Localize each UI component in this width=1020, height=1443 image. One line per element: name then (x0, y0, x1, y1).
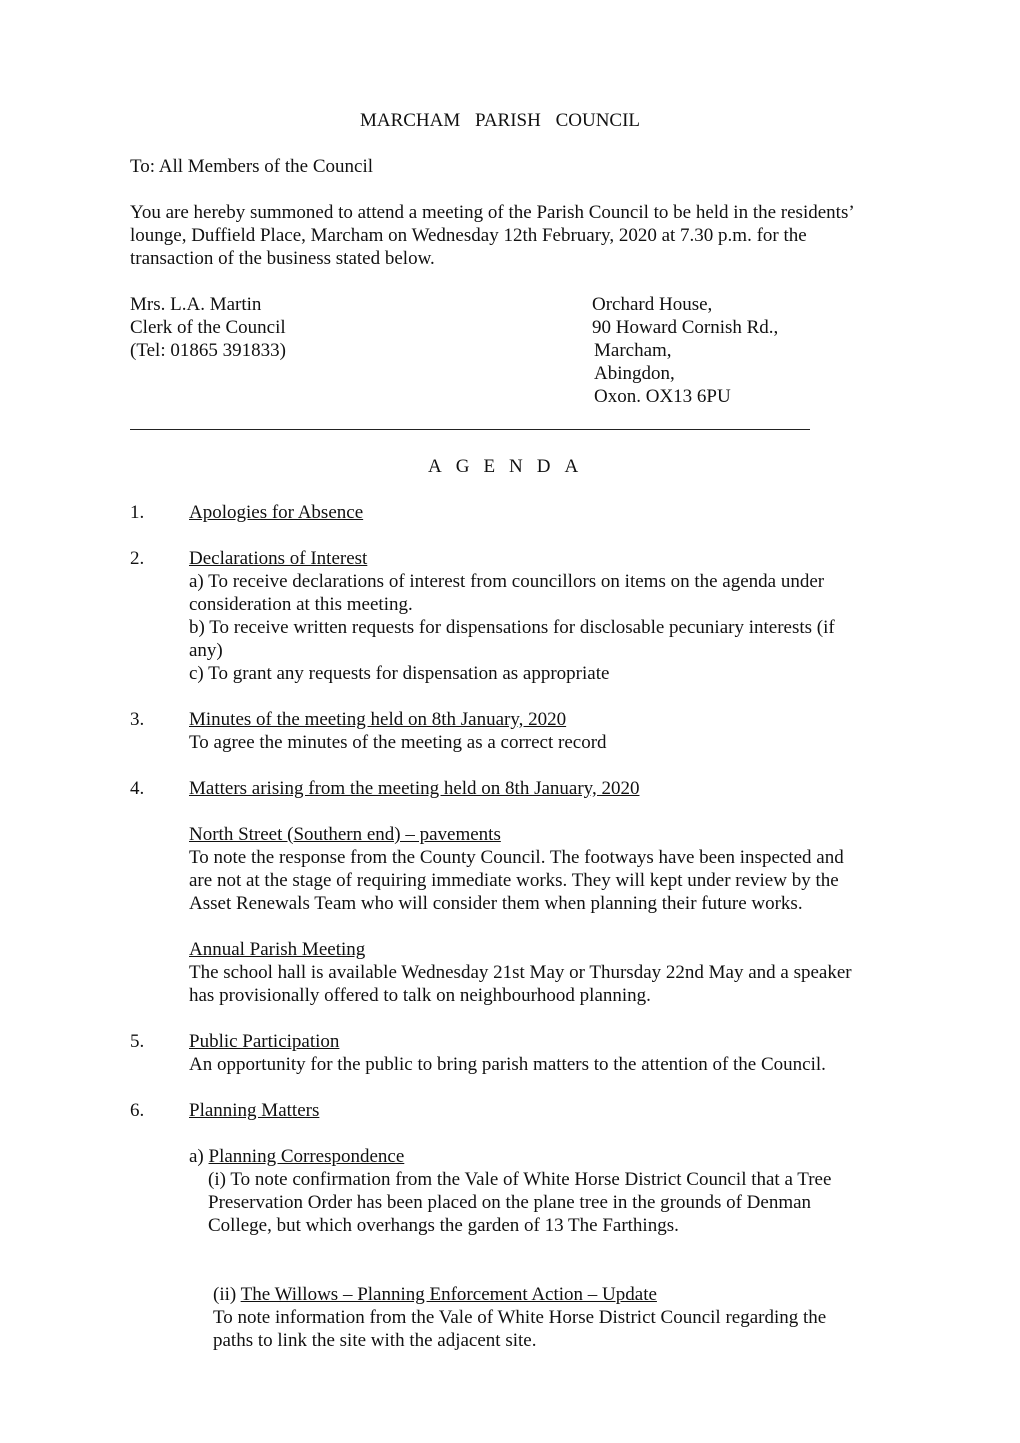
address-line-5: Oxon. OX13 6PU (594, 386, 731, 407)
header-divider (130, 429, 810, 430)
item-4-sub-2-heading: Annual Parish Meeting (189, 939, 366, 960)
item-1-heading: Apologies for Absence (189, 502, 364, 523)
clerk-role: Clerk of the Council (130, 317, 286, 338)
item-3-line-1: To agree the minutes of the meeting as a correct record (189, 732, 607, 753)
item-4-sub-1-line-3: Asset Renewals Team who will consider them when planning their future works. (189, 893, 803, 914)
item-6a-ii-prefix: (ii) (213, 1284, 241, 1305)
address-line-1: Orchard House, (592, 294, 713, 315)
item-6a-line-1: (i) To note confirmation from the Vale of White Horse District Council that a Tree (208, 1169, 832, 1190)
recipients-line: To: All Members of the Council (130, 156, 374, 177)
summons-line-2: lounge, Duffield Place, Marcham on Wednesday 12th February, 2020 at 7.30 p.m. for the (130, 225, 807, 246)
item-6a-ii-heading: The Willows – Planning Enforcement Action – Update (240, 1284, 657, 1305)
item-4-number: 4. (130, 778, 145, 799)
item-2-line-5: c) To grant any requests for dispensation as appropriate (189, 663, 610, 684)
item-5-heading: Public Participation (189, 1031, 340, 1052)
address-line-4: Abingdon, (594, 363, 675, 384)
item-4-sub-2-line-2: has provisionally offered to talk on neighbourhood planning. (189, 985, 651, 1006)
item-4-heading: Matters arising from the meeting held on 8th January, 2020 (189, 778, 640, 799)
item-2-heading: Declarations of Interest (189, 548, 368, 569)
item-1-number: 1. (130, 502, 145, 523)
item-6a-line-2: Preservation Order has been placed on the plane tree in the grounds of Denman (208, 1192, 812, 1213)
clerk-name: Mrs. L.A. Martin (130, 294, 262, 315)
item-6a-ii-line-2: paths to link the site with the adjacent site. (213, 1330, 537, 1351)
item-3-number: 3. (130, 709, 145, 730)
summons-line-3: transaction of the business stated below. (130, 248, 435, 269)
agenda-title: AGENDA (428, 456, 593, 477)
item-2-number: 2. (130, 548, 145, 569)
item-6-number: 6. (130, 1100, 145, 1121)
summons-line-1: You are hereby summoned to attend a meeting of the Parish Council to be held in the residents’ (130, 202, 855, 223)
item-4-sub-1-line-1: To note the response from the County Council. The footways have been inspected and (189, 847, 844, 868)
address-line-3: Marcham, (594, 340, 672, 361)
item-6a-prefix: a) (189, 1146, 209, 1167)
address-line-2: 90 Howard Cornish Rd., (592, 317, 779, 338)
item-6-heading: Planning Matters (189, 1100, 320, 1121)
item-4-sub-1-heading: North Street (Southern end) – pavements (189, 824, 501, 845)
item-4-sub-2-line-1: The school hall is available Wednesday 21st May or Thursday 22nd May and a speaker (189, 962, 852, 983)
item-2-line-2: consideration at this meeting. (189, 594, 413, 615)
clerk-phone: (Tel: 01865 391833) (130, 340, 286, 361)
item-6a-heading: Planning Correspondence (208, 1146, 405, 1167)
item-6a-row (189, 1145, 404, 1168)
item-4-sub-1-line-2: are not at the stage of requiring immediate works. They will kept under review by the (189, 870, 839, 891)
item-6a-ii-line-1: To note information from the Vale of White Horse District Council regarding the (213, 1307, 827, 1328)
item-3-heading: Minutes of the meeting held on 8th January, 2020 (189, 709, 567, 730)
item-2-line-3: b) To receive written requests for dispensations for disclosable pecuniary interests (if (189, 617, 835, 638)
item-6a-line-3: College, but which overhangs the garden of 13 The Farthings. (208, 1215, 679, 1236)
item-2-line-1: a) To receive declarations of interest from councillors on items on the agenda under (189, 571, 825, 592)
council-title: MARCHAM PARISH COUNCIL (359, 110, 641, 131)
item-5-line-1: An opportunity for the public to bring parish matters to the attention of the Council. (189, 1054, 826, 1075)
item-2-line-4: any) (189, 640, 223, 661)
item-5-number: 5. (130, 1031, 145, 1052)
item-6a-ii-row (213, 1283, 657, 1306)
